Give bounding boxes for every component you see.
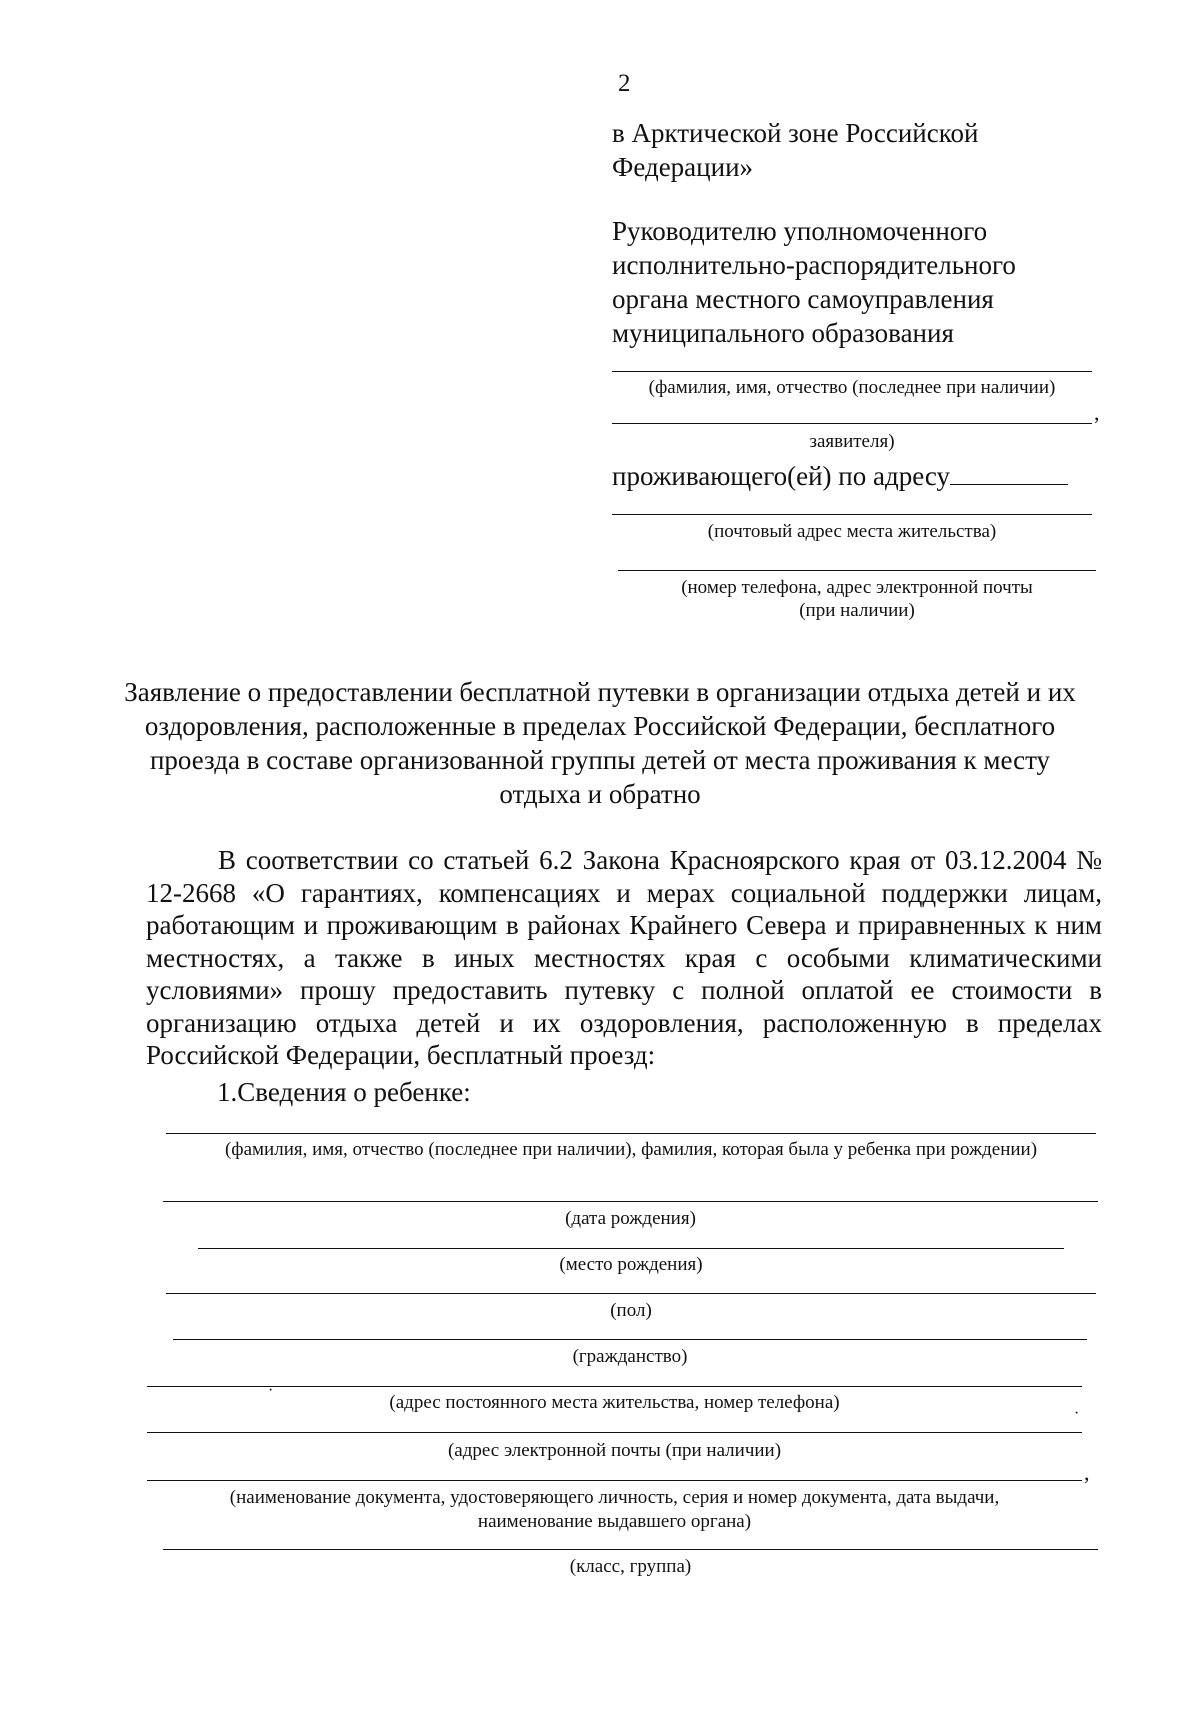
birth-place-caption: (место рождения) — [559, 1254, 703, 1275]
residing-line — [612, 458, 1068, 493]
sex-caption: (пол) — [610, 1300, 652, 1321]
citizenship-caption: (гражданство) — [572, 1346, 688, 1367]
child-name-line[interactable] — [166, 1133, 1096, 1134]
applicant-caption: заявителя) — [809, 431, 895, 452]
addressee-line-2: исполнительно-распорядительного — [612, 250, 1016, 280]
id-document-caption-2: наименование выдавшего органа) — [477, 1511, 752, 1532]
residing-label: проживающего(ей) по адресу — [612, 461, 950, 491]
applicant-name-line-2[interactable] — [612, 423, 1092, 424]
addressee-line-1: Руководителю уполномоченного — [612, 216, 988, 246]
postal-address-caption: (почтовый адрес места жительства) — [707, 521, 997, 542]
postal-address-line[interactable] — [612, 514, 1092, 515]
applicant-comma: , — [1094, 400, 1100, 425]
birth-date-caption: (дата рождения) — [565, 1208, 696, 1229]
birth-date-line[interactable] — [163, 1201, 1098, 1202]
citizenship-line[interactable] — [173, 1339, 1087, 1340]
email-line[interactable] — [147, 1432, 1082, 1433]
child-name-caption: (фамилия, имя, отчество (последнее при наличии), фамилия, которая была у ребенка при рождении) — [224, 1139, 1038, 1160]
body-paragraph: В соответствии со статьей 6.2 Закона Красноярского края от 03.12.2004 № 12-2668 «О гарантиях, компенсациях и мерах социальной поддержки лицам, работающим и проживающим в районах Крайнего Севера и приравненных к ним местностях, а также в иных местностях края с особыми климатическими условиями» прошу предоставить путевку с полной оплатой ее стоимости в организацию отдыха детей и их оздоровления, расположенную в пределах Российской Федерации, бесплатный проезд: — [146, 845, 1102, 1070]
residing-address-field[interactable] — [950, 458, 1068, 485]
email-caption: (адрес электронной почты (при наличии) — [447, 1440, 782, 1461]
header-line-2: Федерации» — [612, 152, 754, 182]
contacts-caption-1: (номер телефона, адрес электронной почты — [681, 577, 1033, 598]
address-phone-caption: (адрес постоянного места жительства, номер телефона) — [389, 1392, 840, 1413]
stray-mark-2: · — [1074, 1405, 1080, 1422]
applicant-name-line[interactable] — [612, 371, 1092, 372]
id-document-line[interactable] — [147, 1480, 1082, 1481]
addressee-line-4: муниципального образования — [612, 318, 954, 348]
id-document-comma: , — [1084, 1460, 1090, 1485]
class-group-line[interactable] — [163, 1549, 1098, 1550]
page-number: 2 — [618, 70, 631, 97]
addressee-line-3: органа местного самоуправления — [612, 284, 994, 314]
id-document-caption-1: (наименование документа, удостоверяющего личность, серия и номер документа, дата выдачи, — [229, 1487, 1000, 1508]
header-line-1: в Арктической зоне Российской — [612, 118, 979, 148]
document-title: Заявление о предоставлении бесплатной путевки в организации отдыха детей и их оздоровления, расположенные в пределах Российской Федерации, бесплатного проезда в составе организованной группы детей от места проживания к месту отдыха и обратно — [124, 677, 1076, 809]
address-phone-line[interactable] — [147, 1386, 1082, 1387]
child-section-heading: 1.Сведения о ребенке: — [217, 1077, 471, 1107]
contacts-caption-2: (при наличии) — [799, 600, 915, 621]
birth-place-line[interactable] — [198, 1248, 1064, 1249]
stray-mark: · — [268, 1382, 274, 1399]
sex-line[interactable] — [166, 1293, 1096, 1294]
applicant-name-caption: (фамилия, имя, отчество (последнее при наличии) — [648, 377, 1056, 398]
class-group-caption: (класс, группа) — [569, 1556, 692, 1577]
contacts-line[interactable] — [618, 570, 1096, 571]
